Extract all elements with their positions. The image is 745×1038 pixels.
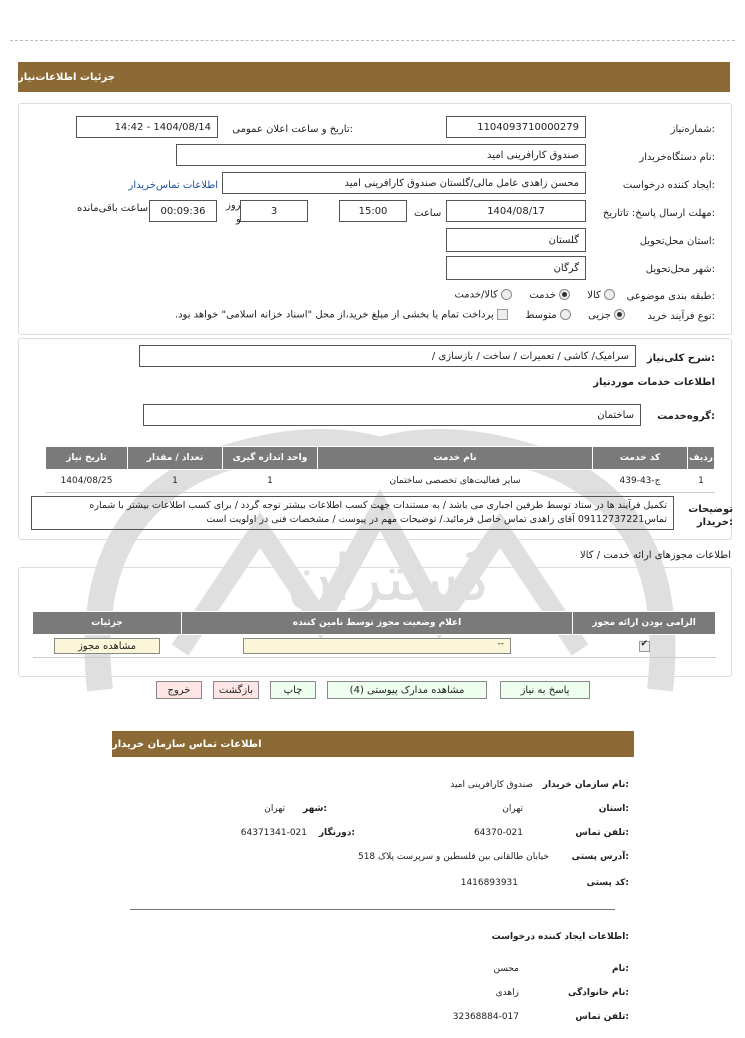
and-label: و — [236, 214, 241, 225]
buyer-org-field: صندوق کارافرینی امید — [176, 144, 586, 166]
category-radio-service[interactable] — [559, 289, 570, 300]
summary-field: سرامیک/ کاشی / تعمیرات / ساخت / بازسازی / — [139, 345, 636, 367]
back-button[interactable]: بازگشت — [213, 681, 259, 699]
page-title: جزئیات اطلاعات‌نیاز — [18, 71, 115, 83]
creator-name-label: نام: — [612, 964, 629, 974]
category-label: طبقه بندی موضوعی: — [626, 291, 715, 302]
org-value: صندوق کارافرینی امید — [450, 780, 533, 790]
creator-info-title: اطلاعات ایجاد کننده درخواست: — [491, 932, 629, 942]
fax-value: 64371341-021 — [240, 828, 307, 838]
contact-divider — [130, 909, 615, 910]
contact-city-label: شهر: — [303, 804, 327, 814]
process-options — [175, 309, 625, 321]
col-date: تاریخ نیاز — [46, 447, 128, 470]
creator-phone-value: 32368884-017 — [452, 1012, 519, 1022]
page-header — [18, 62, 730, 92]
process-radio-minor[interactable] — [614, 309, 625, 320]
deadline-hour-field: 15:00 — [339, 200, 407, 222]
hour-label: ساعت — [414, 208, 442, 219]
category-both-label: کالا/خدمت — [454, 289, 498, 301]
table-row — [46, 470, 715, 493]
col-row: ردیف — [688, 447, 715, 470]
payment-note: پرداخت تمام یا بخشی از مبلغ خرید،از محل "اسناد خزانه اسلامی" خواهد بود. — [174, 309, 494, 321]
province-label: استان محل‌تحویل: — [639, 236, 715, 247]
service-group-label: گروه‌خدمت: — [657, 411, 715, 422]
table-row — [33, 635, 716, 658]
address-label: آدرس پستی: — [571, 852, 629, 862]
process-radio-medium[interactable] — [560, 309, 571, 320]
category-service-label: خدمت — [529, 289, 556, 301]
services-title: اطلاعات خدمات موردنیاز — [593, 377, 715, 388]
buyer-notes-label: توضیحات خریدار: — [688, 504, 733, 528]
summary-label: شرح کلی‌نیاز: — [646, 353, 715, 364]
address-value: خیابان طالقانی بین فلسطین و سرپرست پلاک 518 — [357, 852, 549, 862]
category-radio-goods[interactable] — [604, 289, 615, 300]
permit-col-required: الزامی بودن ارائه مجوز — [573, 612, 716, 635]
col-code: کد خدمت — [593, 447, 688, 470]
contact-province-value: تهران — [502, 804, 523, 814]
remaining-label: ساعت باقی‌مانده — [76, 203, 148, 214]
remaining-time-field: 00:09:36 — [149, 200, 217, 222]
phone-label: تلفن تماس: — [575, 828, 629, 838]
creator-family-value: زاهدی — [495, 988, 519, 998]
announce-label: تاریخ و ساعت اعلان عمومی: — [232, 124, 353, 135]
exit-button[interactable]: خروج — [156, 681, 202, 699]
col-name: نام خدمت — [318, 447, 593, 470]
process-medium-label: متوسط — [525, 309, 557, 321]
days-field: 3 — [240, 200, 308, 222]
creator-label: ایجاد کننده درخواست: — [622, 180, 715, 191]
permit-status-field: -- — [243, 638, 511, 654]
need-number-label: شماره‌نیاز: — [670, 124, 715, 135]
permits-title: اطلاعات مجوزهای ارائه خدمت / کالا — [580, 550, 731, 561]
postal-value: 1416893931 — [460, 878, 518, 888]
permit-required-checkbox[interactable]: ✔ — [639, 641, 650, 652]
fax-label: دورنگار: — [318, 828, 355, 838]
process-minor-label: جزیی — [587, 309, 611, 321]
cell-name: سایر فعالیت‌های تخصصی ساختمان — [318, 470, 593, 493]
days-label: روز — [226, 200, 241, 211]
cell-unit: 1 — [223, 470, 318, 493]
buyer-notes-box: تکمیل فرآیند ها در ستاد توسط طرفین اجباری می باشد / به مستندات جهت کسب اطلاعات بیشتر توجه گردد / برای کسب اطلاعات بیشتر با شماره تماس09112737221 آقای زاهدی تماس حاصل فرمائید./ توضیحات مهم در پیوست / مشخصات فنی در اولویت است — [31, 496, 674, 530]
province-field: گلستان — [446, 228, 586, 252]
city-label: شهر محل‌تحویل: — [645, 264, 715, 275]
deadline-label: مهلت ارسال پاسخ: تاتاریخ: — [602, 208, 715, 219]
service-group-field: ساختمان — [143, 404, 641, 426]
creator-family-label: نام خانوادگی: — [567, 988, 629, 998]
creator-name-value: محسن — [493, 964, 519, 974]
view-attachments-button[interactable]: مشاهده مدارک پیوستی (4) — [327, 681, 487, 699]
view-permit-button[interactable]: مشاهده مجوز — [54, 638, 160, 654]
watermark-text: گستران — [286, 542, 494, 616]
permit-details-cell — [33, 635, 182, 658]
contact-header — [112, 731, 634, 757]
permit-col-details: جزئیات — [33, 612, 182, 635]
creator-phone-label: تلفن تماس: — [575, 1012, 629, 1022]
postal-label: کد پستی: — [586, 878, 629, 888]
buyer-org-label: نام دستگاه‌خریدار: — [639, 152, 715, 163]
contact-title: اطلاعات تماس سازمان خریدار — [112, 738, 262, 750]
print-button[interactable]: چاپ — [270, 681, 316, 699]
cell-qty: 1 — [128, 470, 223, 493]
phone-value: 64370-021 — [473, 828, 523, 838]
cell-date: 1404/08/25 — [46, 470, 128, 493]
category-radio-both[interactable] — [501, 289, 512, 300]
deadline-date-field: 1404/08/17 — [446, 200, 586, 222]
category-options — [454, 289, 615, 301]
category-goods-label: کالا — [587, 289, 601, 301]
permits-table — [32, 611, 716, 658]
cell-code: ج-43-439 — [593, 470, 688, 493]
top-divider — [10, 40, 735, 41]
city-field: گرگان — [446, 256, 586, 280]
cell-row: 1 — [688, 470, 715, 493]
need-number-field: 1104093710000279 — [446, 116, 586, 138]
org-label: نام سازمان خریدار: — [542, 780, 629, 790]
announce-field: 1404/08/14 - 14:42 — [76, 116, 218, 138]
services-table — [45, 446, 715, 493]
permit-required-cell — [573, 635, 716, 658]
treasury-checkbox[interactable] — [497, 309, 508, 320]
buyer-contact-link[interactable]: اطلاعات تماس‌خریدار — [128, 180, 218, 191]
permit-col-status: اعلام وضعیت مجوز توسط نامین کننده — [182, 612, 573, 635]
contact-city-value: تهران — [264, 804, 285, 814]
process-label: نوع فرآیند خرید: — [647, 311, 715, 322]
col-qty: تعداد / مقدار — [128, 447, 223, 470]
respond-button[interactable]: پاسخ به نیاز — [500, 681, 590, 699]
creator-field: محسن زاهدی عامل مالی/گلستان صندوق کارافرینی امید — [222, 172, 586, 194]
col-unit: واحد اندازه گیری — [223, 447, 318, 470]
contact-province-label: استان: — [598, 804, 629, 814]
permit-status-cell — [182, 635, 573, 658]
